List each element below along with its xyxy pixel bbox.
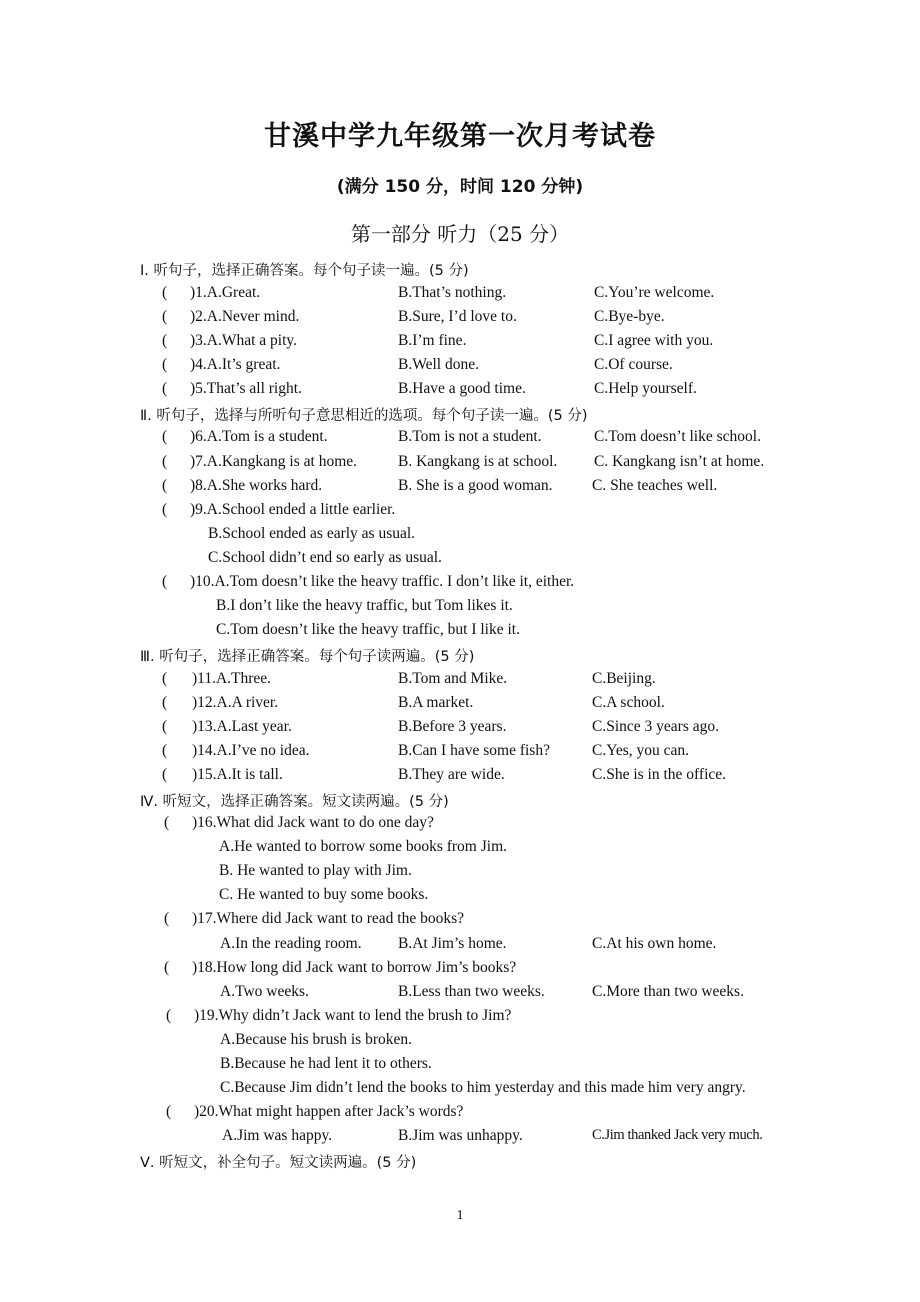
answer-paren: ( — [166, 1103, 172, 1120]
answer-paren: ( — [162, 501, 168, 518]
option-11-b: B.Tom and Mike. — [398, 670, 508, 687]
answer-paren: ( — [162, 573, 168, 590]
option-19-b: B.Because he had lent it to others. — [220, 1055, 432, 1072]
option-18-c: C.More than two weeks. — [592, 983, 744, 1000]
option-16-b: B. He wanted to play with Jim. — [219, 862, 412, 879]
question-5: )5.That’s all right. — [190, 380, 302, 397]
option-13-b: B.Before 3 years. — [398, 718, 507, 735]
answer-paren: ( — [162, 742, 168, 759]
option-20-a: A.Jim was happy. — [222, 1127, 333, 1144]
option-20-b: B.Jim was unhappy. — [398, 1127, 523, 1144]
answer-paren: ( — [162, 453, 168, 470]
question-19: )19.Why didn’t Jack want to lend the brush to Jim? — [194, 1007, 512, 1024]
option-12-b: B.A market. — [398, 694, 474, 711]
option-8-c: C. She teaches well. — [592, 477, 718, 494]
option-1-b: B.That’s nothing. — [398, 284, 507, 301]
question-1: )1.A.Great. — [190, 284, 261, 301]
question-10: )10.A.Tom doesn’t like the heavy traffic. I don’t like it, either. — [190, 573, 575, 590]
option-9-b: B.School ended as early as usual. — [208, 525, 416, 542]
option-17-a: A.In the reading room. — [220, 935, 362, 952]
option-18-a: A.Two weeks. — [220, 983, 309, 1000]
option-12-c: C.A school. — [592, 694, 665, 711]
exam-title: 甘溪中学九年级第一次月考试卷 — [264, 121, 656, 152]
option-5-b: B.Have a good time. — [398, 380, 526, 397]
answer-paren: ( — [162, 670, 168, 687]
question-2: )2.A.Never mind. — [190, 308, 300, 325]
answer-paren: ( — [162, 380, 168, 397]
question-14: )14.A.I’ve no idea. — [192, 742, 310, 759]
option-2-c: C.Bye-bye. — [594, 308, 665, 325]
option-15-b: B.They are wide. — [398, 766, 505, 783]
page-number: 1 — [456, 1208, 464, 1223]
answer-paren: ( — [162, 356, 168, 373]
option-16-c: C. He wanted to buy some books. — [219, 886, 429, 903]
part-title: 第一部分 听力（25 分） — [350, 222, 570, 246]
option-16-a: A.He wanted to borrow some books from Jim. — [219, 838, 507, 855]
question-9: )9.A.School ended a little earlier. — [190, 501, 396, 518]
option-15-c: C.She is in the office. — [592, 766, 727, 783]
question-18: )18.How long did Jack want to borrow Jim’s books? — [192, 959, 517, 976]
section-1-heading: Ⅰ. 听句子，选择正确答案。每个句子读一遍。(5 分) — [140, 263, 469, 279]
option-7-c: C. Kangkang isn’t at home. — [594, 453, 765, 470]
option-10-c: C.Tom doesn’t like the heavy traffic, but I like it. — [216, 621, 520, 638]
answer-paren: ( — [162, 718, 168, 735]
option-17-b: B.At Jim’s home. — [398, 935, 507, 952]
option-14-b: B.Can I have some fish? — [398, 742, 550, 759]
question-17: )17.Where did Jack want to read the books? — [192, 910, 465, 927]
answer-paren: ( — [164, 959, 170, 976]
question-7: )7.A.Kangkang is at home. — [190, 453, 358, 470]
option-7-b: B. Kangkang is at school. — [398, 453, 558, 470]
option-13-c: C.Since 3 years ago. — [592, 718, 719, 735]
option-17-c: C.At his own home. — [592, 935, 717, 952]
answer-paren: ( — [162, 766, 168, 783]
question-4: )4.A.It’s great. — [190, 356, 281, 373]
option-11-c: C.Beijing. — [592, 670, 656, 687]
option-5-c: C.Help yourself. — [594, 380, 697, 397]
option-6-b: B.Tom is not a student. — [398, 428, 542, 445]
option-18-b: B.Less than two weeks. — [398, 983, 545, 1000]
option-3-b: B.I’m fine. — [398, 332, 467, 349]
option-4-b: B.Well done. — [398, 356, 479, 373]
option-4-c: C.Of course. — [594, 356, 673, 373]
answer-paren: ( — [162, 284, 168, 301]
option-14-c: C.Yes, you can. — [592, 742, 690, 759]
answer-paren: ( — [162, 694, 168, 711]
answer-paren: ( — [164, 910, 170, 927]
section-5-heading: Ⅴ. 听短文，补全句子。短文读两遍。(5 分) — [140, 1155, 417, 1171]
answer-paren: ( — [164, 814, 170, 831]
section-3-heading: Ⅲ. 听句子，选择正确答案。每个句子读两遍。(5 分) — [140, 649, 475, 665]
question-11: )11.A.Three. — [192, 670, 272, 687]
answer-paren: ( — [162, 477, 168, 494]
option-1-c: C.You’re welcome. — [594, 284, 715, 301]
option-3-c: C.I agree with you. — [594, 332, 714, 349]
option-8-b: B. She is a good woman. — [398, 477, 553, 494]
option-6-c: C.Tom doesn’t like school. — [594, 428, 761, 445]
section-2-heading: Ⅱ. 听句子，选择与所听句子意思相近的选项。每个句子读一遍。(5 分) — [140, 408, 588, 424]
section-4-heading: Ⅳ. 听短文，选择正确答案。短文读两遍。(5 分) — [140, 794, 449, 810]
question-15: )15.A.It is tall. — [192, 766, 283, 783]
option-10-b: B.I don’t like the heavy traffic, but Tom likes it. — [216, 597, 513, 614]
question-20: )20.What might happen after Jack’s words? — [194, 1103, 464, 1120]
option-19-a: A.Because his brush is broken. — [220, 1031, 412, 1048]
question-12: )12.A.A river. — [192, 694, 279, 711]
question-8: )8.A.She works hard. — [190, 477, 323, 494]
answer-paren: ( — [166, 1007, 172, 1024]
answer-paren: ( — [162, 308, 168, 325]
question-13: )13.A.Last year. — [192, 718, 292, 735]
option-19-c: C.Because Jim didn’t lend the books to him yesterday and this made him very angry. — [220, 1079, 746, 1096]
question-6: )6.A.Tom is a student. — [190, 428, 328, 445]
exam-subtitle: (满分 150 分，时间 120 分钟) — [336, 177, 584, 197]
question-16: )16.What did Jack want to do one day? — [192, 814, 434, 831]
option-20-c: C.Jim thanked Jack very much. — [592, 1127, 763, 1143]
option-9-c: C.School didn’t end so early as usual. — [208, 549, 442, 566]
option-2-b: B.Sure, I’d love to. — [398, 308, 517, 325]
answer-paren: ( — [162, 428, 168, 445]
answer-paren: ( — [162, 332, 168, 349]
question-3: )3.A.What a pity. — [190, 332, 298, 349]
